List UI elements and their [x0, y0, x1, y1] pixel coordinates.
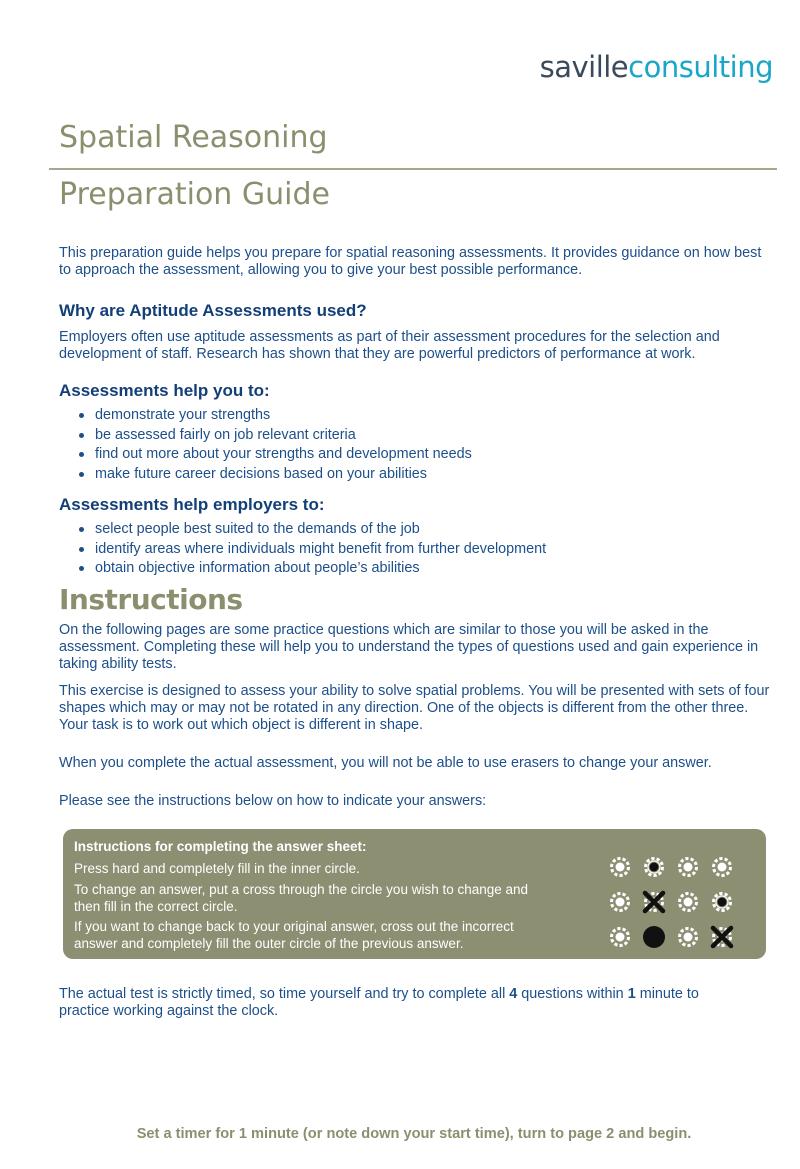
answer-bubble-empty [608, 925, 632, 949]
list-item: be assessed fairly on job relevant criteria [59, 426, 771, 446]
list-item: find out more about your strengths and development needs [59, 445, 771, 465]
logo [540, 50, 773, 84]
answer-bubble-outer-filled [642, 925, 666, 949]
answer-bubble-empty [676, 925, 700, 949]
answer-bubble-inner-filled [642, 855, 666, 879]
answer-bubble-crossed [642, 890, 666, 914]
box-title: Instructions for completing the answer sheet: [74, 839, 367, 854]
instructions-paragraph-3: When you complete the actual assessment, you will not be able to use erasers to change your answer. [59, 754, 712, 771]
help-you-list [59, 406, 771, 484]
answer-bubble-empty [676, 855, 700, 879]
help-employers-heading: Assessments help employers to: [59, 495, 325, 514]
why-paragraph: Employers often use aptitude assessments as part of their assessment procedures for the selection and development of staff. Research has shown that they are powerful predictors of performance at work. [59, 329, 720, 362]
instructions-paragraph-2: This exercise is designed to assess your ability to solve spatial problems. You will be presented with sets of four shapes which may or may not be rotated in any direction. One of the objects is different from the other three. Your task is to work out which object is different in shape. [59, 682, 770, 733]
answer-bubble-empty [608, 890, 632, 914]
timing-text-mid: questions within [517, 986, 628, 1002]
intro-paragraph: This preparation guide helps you prepare for spatial reasoning assessments. It provides guidance on how best to approach the assessment, allowing you to give your best possible performance. [59, 245, 762, 278]
title-divider [49, 168, 777, 170]
logo-part-saville: saville [539, 50, 629, 84]
bubble-row-2 [608, 890, 738, 914]
answer-sheet-instructions-box [63, 829, 766, 959]
footer-instruction: Set a timer for 1 minute (or note down your start time), turn to page 2 and begin. [136, 1126, 692, 1142]
answer-bubble-empty [710, 855, 734, 879]
why-heading: Why are Aptitude Assessments used? [59, 301, 367, 320]
answer-bubble-empty [676, 890, 700, 914]
box-row-3-text: If you want to change back to your original answer, cross out the incorrect answer and completely fill the outer circle of the previous answer. [74, 919, 514, 951]
instructions-heading: Instructions [59, 582, 243, 616]
answer-bubble-crossed [710, 925, 734, 949]
instructions-paragraph-1: On the following pages are some practice questions which are similar to those you will be asked in the assessment. Completing these will help you to understand the types of questions used and gain experience in taking ability tests. [59, 621, 759, 672]
list-item: make future career decisions based on your abilities [59, 465, 771, 485]
list-item: obtain objective information about people’s abilities [59, 559, 771, 579]
list-item: demonstrate your strengths [59, 406, 771, 426]
timing-text-pre: The actual test is strictly timed, so time yourself and try to complete all [59, 986, 510, 1002]
help-employers-list [59, 520, 771, 579]
timing-paragraph [59, 986, 749, 1020]
question-count: 4 [509, 986, 518, 1002]
main-content [59, 245, 771, 810]
instructions-paragraph-4: Please see the instructions below on how to indicate your answers: [59, 792, 487, 809]
bubble-row-1 [608, 855, 738, 879]
bubble-row-3 [608, 925, 738, 949]
title-line-2: Preparation Guide [59, 177, 330, 212]
box-row-1-text: Press hard and completely fill in the inner circle. [74, 861, 360, 876]
timing-text-post: minute to practice working against the clock. [59, 986, 699, 1019]
list-item: select people best suited to the demands of the job [59, 520, 771, 540]
answer-bubble-empty [608, 855, 632, 879]
list-item: identify areas where individuals might benefit from further development [59, 540, 771, 560]
logo-part-consulting: consulting [628, 50, 773, 84]
minute-count: 1 [627, 986, 636, 1002]
title-line-1: Spatial Reasoning [59, 120, 328, 155]
box-row-2-text: To change an answer, put a cross through the circle you wish to change and then fill in the correct circle. [74, 882, 529, 914]
answer-bubble-inner-filled [710, 890, 734, 914]
help-you-heading: Assessments help you to: [59, 381, 270, 400]
